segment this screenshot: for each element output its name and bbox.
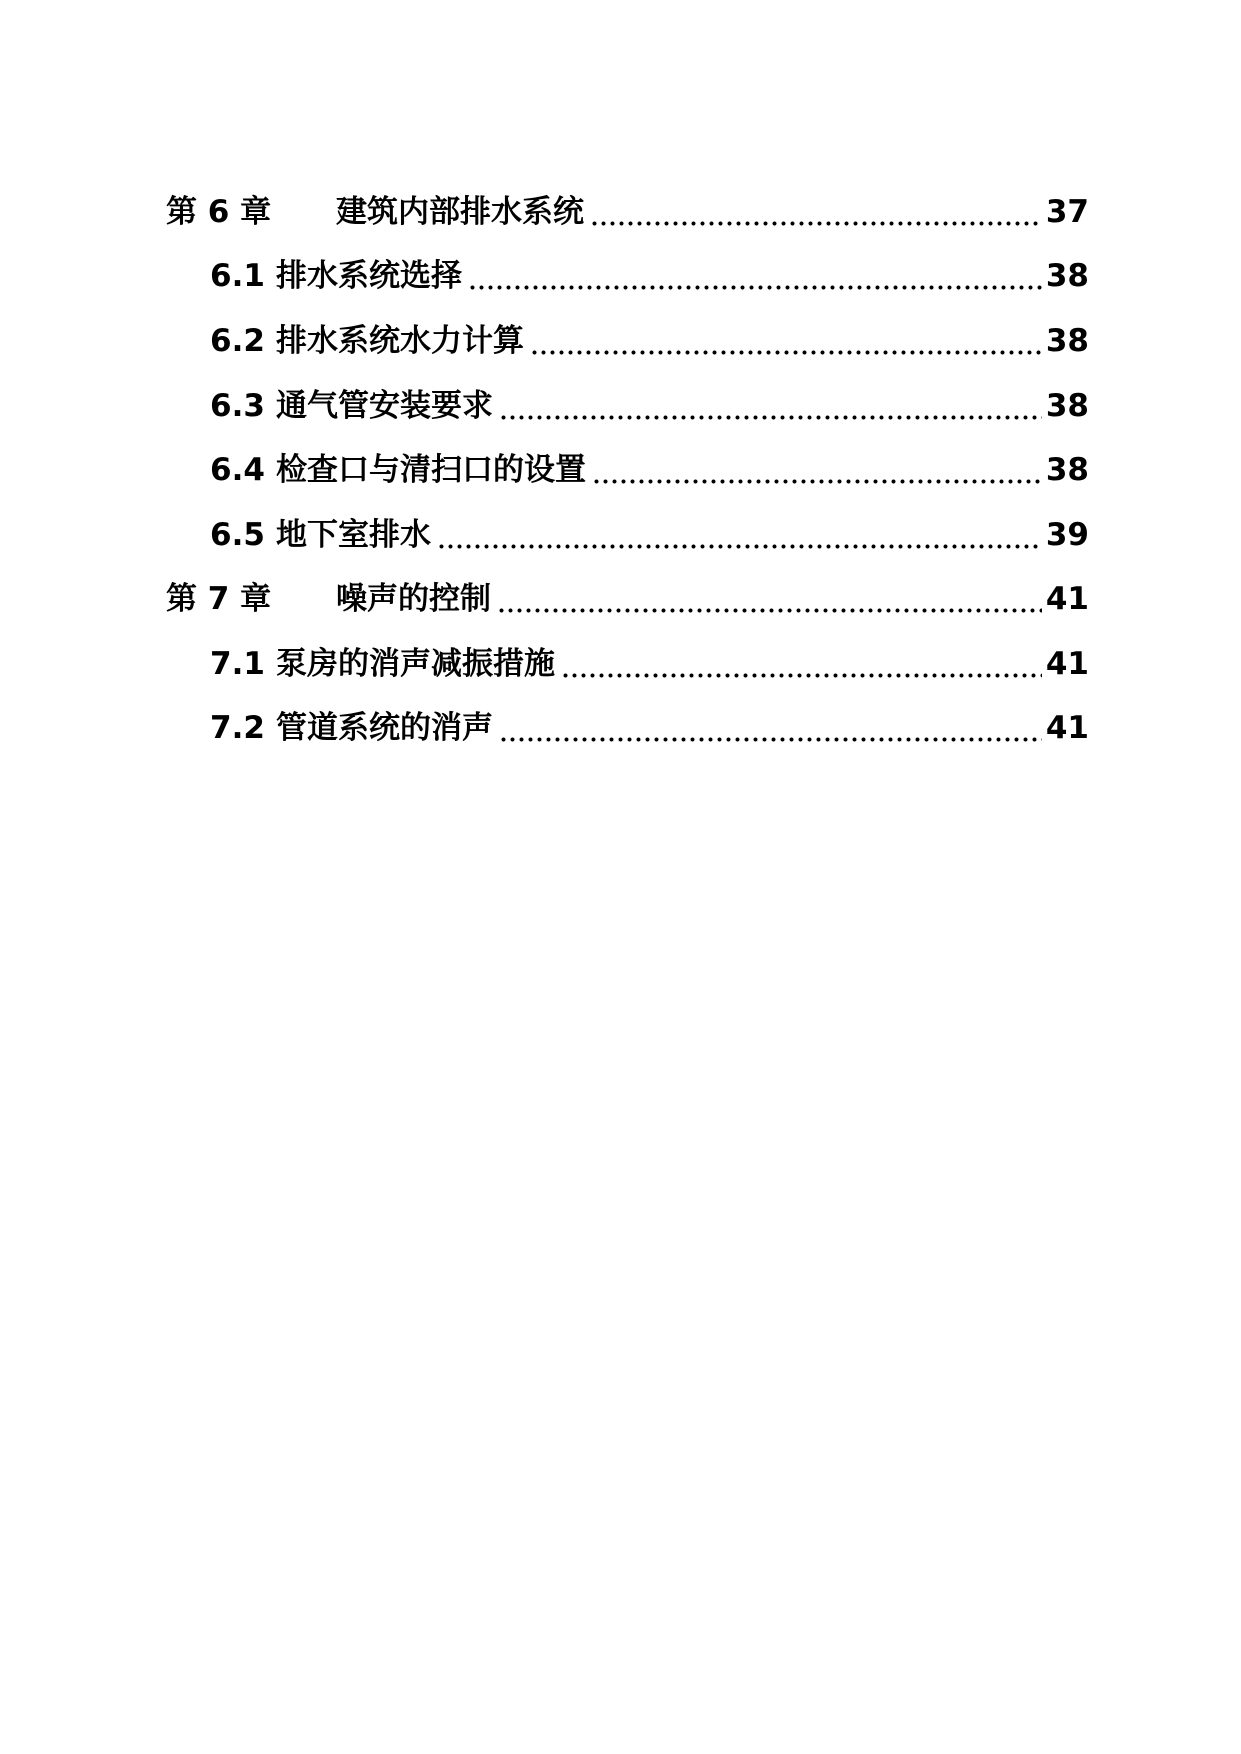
dot-leader bbox=[437, 510, 1042, 560]
section-title: 排水系统水力计算 bbox=[276, 323, 524, 359]
dot-leader bbox=[499, 381, 1042, 431]
dot-leader bbox=[468, 251, 1042, 301]
dot-leader bbox=[561, 639, 1042, 689]
chapter-label: 第 6 章 bbox=[166, 194, 272, 230]
section-number: 7.2 bbox=[210, 710, 265, 746]
page-number: 41 bbox=[1045, 710, 1089, 746]
toc-section-6-5[interactable] bbox=[0, 510, 1241, 560]
dot-leader bbox=[592, 445, 1042, 495]
toc-section-6-1[interactable] bbox=[0, 251, 1241, 301]
section-number: 7.1 bbox=[210, 646, 265, 682]
section-number: 6.2 bbox=[210, 323, 265, 359]
toc-chapter-7[interactable] bbox=[0, 574, 1241, 624]
toc-section-6-3[interactable] bbox=[0, 381, 1241, 431]
section-title: 泵房的消声减振措施 bbox=[276, 646, 555, 682]
section-title: 管道系统的消声 bbox=[276, 710, 493, 746]
section-number: 6.5 bbox=[210, 517, 265, 553]
dot-leader bbox=[497, 574, 1042, 624]
page-number: 38 bbox=[1045, 388, 1089, 424]
section-title: 通气管安装要求 bbox=[276, 388, 493, 424]
dot-leader bbox=[499, 703, 1042, 753]
chapter-title: 建筑内部排水系统 bbox=[336, 194, 584, 230]
toc-section-7-2[interactable] bbox=[0, 703, 1241, 753]
toc-section-6-4[interactable] bbox=[0, 445, 1241, 495]
page-number: 41 bbox=[1045, 646, 1089, 682]
page-number: 38 bbox=[1045, 323, 1089, 359]
page-number: 39 bbox=[1045, 517, 1089, 553]
chapter-label: 第 7 章 bbox=[166, 581, 272, 617]
section-number: 6.1 bbox=[210, 258, 265, 294]
dot-leader bbox=[590, 187, 1042, 237]
section-title: 地下室排水 bbox=[276, 517, 431, 553]
dot-leader bbox=[530, 316, 1042, 366]
toc-section-6-2[interactable] bbox=[0, 316, 1241, 366]
page-number: 37 bbox=[1045, 194, 1089, 230]
page-number: 38 bbox=[1045, 258, 1089, 294]
toc-section-7-1[interactable] bbox=[0, 639, 1241, 689]
section-number: 6.4 bbox=[210, 452, 265, 488]
chapter-title: 噪声的控制 bbox=[336, 581, 491, 617]
section-number: 6.3 bbox=[210, 388, 265, 424]
page-number: 41 bbox=[1045, 581, 1089, 617]
page-number: 38 bbox=[1045, 452, 1089, 488]
section-title: 检查口与清扫口的设置 bbox=[276, 452, 586, 488]
section-title: 排水系统选择 bbox=[276, 258, 462, 294]
toc-chapter-6[interactable] bbox=[0, 187, 1241, 237]
